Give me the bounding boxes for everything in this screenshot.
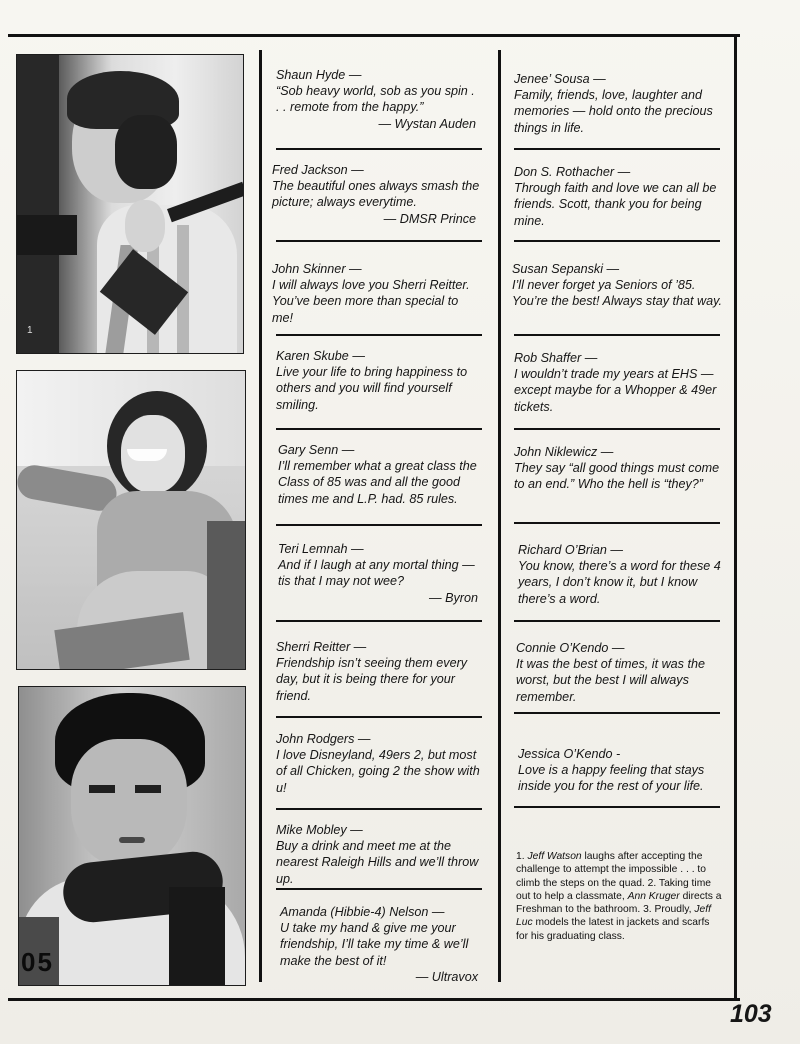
entry-quote: I love Disneyland, 49ers 2, but most of all Chicken, going 2 the show with u! (276, 748, 480, 795)
entry-quote: You know, there’s a word for these 4 years, I don’t know it, but I know there’s a word. (518, 559, 721, 606)
entry-quote: Family, friends, love, laughter and memories — hold onto the precious things in life. (514, 88, 713, 135)
column-divider-middle (498, 50, 501, 982)
entry-name: Gary Senn — (278, 443, 355, 457)
caption-number: 1. (516, 851, 525, 862)
photo-jeff-luc (18, 686, 246, 986)
entry-gary-senn (278, 442, 482, 507)
caption-name: Ann Kruger (627, 890, 680, 902)
entry-separator (276, 888, 482, 890)
entry-quote: I’ll never forget ya Seniors of ’85. You’re the best! Always stay that way. (512, 278, 722, 309)
entry-name: Karen Skube — (276, 349, 365, 363)
entry-name: Amanda (Hibbie-4) Nelson — (280, 905, 445, 919)
entry-separator (276, 524, 482, 526)
entry-separator (276, 808, 482, 810)
entry-quote: I’ll remember what a great class the Class of 85 was and all the good times me and L.P. had. 85 rules. (278, 459, 477, 506)
entry-quote: Friendship isn’t seeing them every day, but it is being there for your friend. (276, 656, 468, 703)
page-number: 103 (730, 1000, 772, 1028)
entry-name: Jenee’ Sousa — (514, 72, 606, 86)
entry-separator (276, 148, 482, 150)
entry-fred-jackson (272, 162, 480, 227)
entry-quote: And if I laugh at any mortal thing — tis that I may not wee? (278, 558, 475, 589)
entry-jenee-sousa (514, 71, 724, 136)
entry-attribution: — Ultravox (415, 969, 478, 984)
entry-quote: Through faith and love we can all be friends. Scott, thank you for being mine. (514, 181, 717, 228)
entry-quote: Live your life to bring happiness to others and you will find yourself smiling. (276, 365, 468, 412)
entry-quote: Love is a happy feeling that stays inside you for the rest of your life. (518, 763, 705, 794)
caption-text: models the latest in jackets and scarfs for his graduating class. (516, 917, 710, 942)
entry-name: Sherri Reitter — (276, 640, 367, 654)
entry-name: Don S. Rothacher — (514, 165, 631, 179)
entry-separator (276, 240, 482, 242)
caption-text: 2. Taking time out to help a classmate, (516, 877, 711, 902)
entry-jessica-okendo (518, 746, 724, 795)
entry-connie-okendo (516, 640, 724, 705)
entry-separator (514, 522, 720, 524)
entry-rob-shaffer (514, 350, 724, 415)
entry-sherri-reitter (276, 639, 482, 704)
entry-name: Jessica O’Kendo - (518, 747, 621, 761)
entry-quote: It was the best of times, it was the worst, but the best I will always remember. (516, 657, 705, 704)
entry-separator (276, 428, 482, 430)
entry-teri-lemnah (278, 541, 482, 606)
caption-text: laughs after accepting the challenge to attempt the impossible . . . to climb the steps on the quad. (516, 851, 707, 889)
entry-separator (514, 240, 720, 242)
entry-separator (514, 148, 720, 150)
entry-separator (514, 712, 720, 714)
caption-text: 3. Proudly, (643, 904, 695, 916)
caption-name: Jeff Watson (527, 851, 582, 862)
entry-separator (276, 334, 482, 336)
entry-name: Fred Jackson — (272, 163, 364, 177)
entry-shaun-hyde (276, 67, 480, 132)
entry-attribution: — Byron (429, 590, 478, 605)
photo-caption (516, 850, 724, 943)
entry-separator (514, 334, 720, 336)
photo-number: 1 (27, 325, 33, 336)
entry-quote: I will always love you Sherri Reitter. You’ve been more than special to me! (272, 278, 470, 325)
entry-name: Shaun Hyde — (276, 68, 362, 82)
entry-don-rothacher (514, 164, 724, 229)
entry-john-rodgers (276, 731, 482, 796)
entry-quote: U take my hand & give me your friendship, I’ll take my time & we’ll make the best of it! (280, 921, 469, 968)
entry-richard-obrian (518, 542, 724, 607)
entry-amanda-nelson (280, 904, 482, 985)
column-divider-left (259, 50, 262, 982)
entry-name: John Rodgers — (276, 732, 371, 746)
caption-text: directs a Freshman to the bathroom. (516, 890, 722, 916)
entry-attribution: — DMSR Prince (383, 211, 476, 226)
right-rule (734, 34, 737, 1001)
photo-ann-kruger (16, 370, 246, 670)
bottom-rule (8, 998, 740, 1001)
entry-john-niklewicz (514, 444, 724, 493)
entry-name: Rob Shaffer — (514, 351, 598, 365)
entry-separator (276, 620, 482, 622)
entry-name: Susan Sepanski — (512, 262, 620, 276)
entry-quote: Buy a drink and meet me at the nearest Raleigh Hills and we’ll throw up. (276, 839, 479, 886)
entry-mike-mobley (276, 822, 482, 887)
entry-separator (514, 428, 720, 430)
entry-name: Mike Mobley — (276, 823, 363, 837)
entry-quote: They say “all good things must come to an end.” Who the hell is “they?” (514, 461, 720, 492)
jersey-number: 05 (21, 947, 54, 977)
entry-quote: The beautiful ones always smash the picture; always everytime. (272, 179, 480, 210)
entry-karen-skube (276, 348, 482, 413)
entry-separator (276, 716, 482, 718)
entry-quote: “Sob heavy world, sob as you spin . . . remote from the happy.” (276, 84, 475, 115)
entry-separator (514, 806, 720, 808)
entry-name: John Niklewicz — (514, 445, 614, 459)
entry-susan-sepanski (512, 261, 724, 310)
photo-jeff-watson (16, 54, 244, 354)
entry-quote: I wouldn’t trade my years at EHS — except maybe for a Whopper & 49er tickets. (514, 367, 717, 414)
top-rule (8, 34, 740, 37)
entry-name: Connie O’Kendo — (516, 641, 625, 655)
entry-john-skinner (272, 261, 480, 326)
caption-name: Jeff Luc (516, 904, 711, 929)
entry-separator (514, 620, 720, 622)
entry-name: Richard O’Brian — (518, 543, 623, 557)
entry-name: Teri Lemnah — (278, 542, 364, 556)
entry-name: John Skinner — (272, 262, 362, 276)
entry-attribution: — Wystan Auden (378, 116, 476, 131)
